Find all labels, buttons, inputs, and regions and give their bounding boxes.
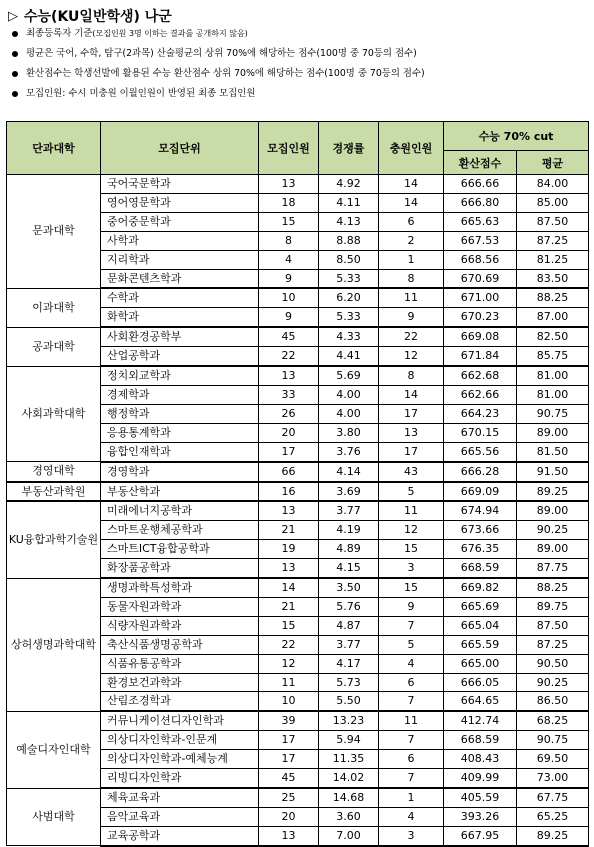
unit-cell: 리빙디자인학과: [101, 769, 259, 788]
unit-cell: 식량자원과학과: [101, 616, 259, 635]
unit-cell: 체육교육과: [101, 788, 259, 807]
quota-cell: 10: [259, 288, 319, 307]
college-cell: 부동산과학원: [7, 482, 101, 502]
score-cell: 666.28: [444, 462, 517, 482]
quota-cell: 19: [259, 540, 319, 559]
score-cell: 665.69: [444, 597, 517, 616]
filled-cell: 15: [379, 578, 444, 597]
quota-cell: 18: [259, 193, 319, 212]
ratio-cell: 4.15: [319, 559, 379, 578]
quota-cell: 13: [259, 366, 319, 385]
table-row: [7, 578, 589, 597]
score-cell: 405.59: [444, 788, 517, 807]
header-cut: 수능 70% cut: [444, 122, 589, 151]
note-item: [10, 68, 590, 80]
header-score: 환산점수: [444, 151, 517, 175]
quota-cell: 13: [259, 559, 319, 578]
filled-cell: 12: [379, 347, 444, 366]
unit-cell: 식품유통공학과: [101, 654, 259, 673]
note-text: 모집인원: 수시 미충원 이월인원이 반영된 최종 모집인원: [26, 88, 256, 99]
avg-cell: 69.50: [517, 750, 589, 769]
avg-cell: 85.75: [517, 347, 589, 366]
ratio-cell: 3.60: [319, 807, 379, 826]
table-row: [7, 288, 589, 307]
avg-cell: 87.50: [517, 212, 589, 231]
table-row: [7, 711, 589, 730]
ratio-cell: 7.00: [319, 826, 379, 845]
quota-cell: 9: [259, 269, 319, 288]
unit-cell: 수학과: [101, 288, 259, 307]
avg-cell: 87.25: [517, 635, 589, 654]
quota-cell: 13: [259, 501, 319, 520]
filled-cell: 14: [379, 175, 444, 194]
quota-cell: 9: [259, 308, 319, 327]
ratio-cell: 4.92: [319, 175, 379, 194]
header-college: 단과대학: [7, 122, 101, 175]
avg-cell: 89.00: [517, 540, 589, 559]
ratio-cell: 14.68: [319, 788, 379, 807]
filled-cell: 43: [379, 462, 444, 482]
avg-cell: 82.50: [517, 327, 589, 346]
avg-cell: 81.50: [517, 442, 589, 461]
avg-cell: 90.25: [517, 673, 589, 692]
score-cell: 662.68: [444, 366, 517, 385]
ratio-cell: 3.77: [319, 501, 379, 520]
ratio-cell: 4.41: [319, 347, 379, 366]
score-cell: 669.82: [444, 578, 517, 597]
filled-cell: 7: [379, 692, 444, 711]
ratio-cell: 3.80: [319, 423, 379, 442]
quota-cell: 39: [259, 711, 319, 730]
filled-cell: 5: [379, 635, 444, 654]
unit-cell: 경영학과: [101, 462, 259, 482]
filled-cell: 4: [379, 807, 444, 826]
avg-cell: 90.75: [517, 404, 589, 423]
quota-cell: 16: [259, 482, 319, 502]
unit-cell: 중어중문학과: [101, 212, 259, 231]
avg-cell: 81.00: [517, 366, 589, 385]
ratio-cell: 4.89: [319, 540, 379, 559]
table-row: [7, 327, 589, 346]
score-cell: 665.59: [444, 635, 517, 654]
unit-cell: 커뮤니케이션디자인학과: [101, 711, 259, 730]
quota-cell: 14: [259, 578, 319, 597]
score-cell: 668.56: [444, 250, 517, 269]
quota-cell: 26: [259, 404, 319, 423]
score-cell: 669.08: [444, 327, 517, 346]
score-cell: 667.53: [444, 231, 517, 250]
unit-cell: 경제학과: [101, 385, 259, 404]
header-avg: 평균: [517, 151, 589, 175]
quota-cell: 45: [259, 769, 319, 788]
quota-cell: 22: [259, 347, 319, 366]
quota-cell: 21: [259, 521, 319, 540]
filled-cell: 13: [379, 423, 444, 442]
unit-cell: 스마트ICT융합공학과: [101, 540, 259, 559]
quota-cell: 21: [259, 597, 319, 616]
table-row: [7, 501, 589, 520]
filled-cell: 11: [379, 288, 444, 307]
avg-cell: 84.00: [517, 175, 589, 194]
unit-cell: 지리학과: [101, 250, 259, 269]
note-text: 환산점수는 학생선발에 활용된 수능 환산점수 상위 70%에 해당하는 점수(100명 중 70등의 점수): [26, 68, 425, 79]
score-cell: 665.56: [444, 442, 517, 461]
ratio-cell: 4.87: [319, 616, 379, 635]
score-cell: 665.63: [444, 212, 517, 231]
unit-cell: 영어영문학과: [101, 193, 259, 212]
score-cell: 667.95: [444, 826, 517, 845]
avg-cell: 89.25: [517, 826, 589, 845]
unit-cell: 사학과: [101, 231, 259, 250]
college-cell: KU융합과학기술원: [7, 501, 101, 578]
page-title-text: 수능(KU일반학생) 나군: [24, 9, 172, 25]
filled-cell: 6: [379, 750, 444, 769]
score-cell: 668.59: [444, 559, 517, 578]
filled-cell: 1: [379, 788, 444, 807]
score-cell: 665.00: [444, 654, 517, 673]
ratio-cell: 14.02: [319, 769, 379, 788]
quota-cell: 13: [259, 826, 319, 845]
unit-cell: 환경보건과학과: [101, 673, 259, 692]
score-cell: 412.74: [444, 711, 517, 730]
avg-cell: 83.50: [517, 269, 589, 288]
table-row: [7, 482, 589, 502]
avg-cell: 73.00: [517, 769, 589, 788]
avg-cell: 91.50: [517, 462, 589, 482]
quota-cell: 15: [259, 616, 319, 635]
filled-cell: 3: [379, 559, 444, 578]
ratio-cell: 5.69: [319, 366, 379, 385]
ratio-cell: 3.50: [319, 578, 379, 597]
score-cell: 669.09: [444, 482, 517, 502]
filled-cell: 15: [379, 540, 444, 559]
avg-cell: 89.75: [517, 597, 589, 616]
ratio-cell: 4.11: [319, 193, 379, 212]
filled-cell: 7: [379, 616, 444, 635]
ratio-cell: 8.88: [319, 231, 379, 250]
score-cell: 666.66: [444, 175, 517, 194]
ratio-cell: 3.69: [319, 482, 379, 502]
ratio-cell: 4.13: [319, 212, 379, 231]
header-quota: 모집인원: [259, 122, 319, 175]
filled-cell: 14: [379, 193, 444, 212]
quota-cell: 8: [259, 231, 319, 250]
note-item: [10, 48, 590, 60]
score-cell: 673.66: [444, 521, 517, 540]
ratio-cell: 5.73: [319, 673, 379, 692]
quota-cell: 13: [259, 175, 319, 194]
ratio-cell: 4.17: [319, 654, 379, 673]
score-cell: 676.35: [444, 540, 517, 559]
header-ratio: 경쟁률: [319, 122, 379, 175]
avg-cell: 87.25: [517, 231, 589, 250]
unit-cell: 화장품공학과: [101, 559, 259, 578]
unit-cell: 스마트운행체공학과: [101, 521, 259, 540]
ratio-cell: 4.00: [319, 404, 379, 423]
filled-cell: 7: [379, 731, 444, 750]
quota-cell: 4: [259, 250, 319, 269]
score-cell: 674.94: [444, 501, 517, 520]
quota-cell: 45: [259, 327, 319, 346]
filled-cell: 8: [379, 366, 444, 385]
avg-cell: 87.00: [517, 308, 589, 327]
quota-cell: 17: [259, 442, 319, 461]
avg-cell: 68.25: [517, 711, 589, 730]
quota-cell: 12: [259, 654, 319, 673]
ratio-cell: 3.76: [319, 442, 379, 461]
bullet-icon: [12, 51, 18, 57]
quota-cell: 10: [259, 692, 319, 711]
score-cell: 666.80: [444, 193, 517, 212]
avg-cell: 90.25: [517, 521, 589, 540]
page-title: [8, 6, 172, 26]
college-cell: 사범대학: [7, 788, 101, 846]
quota-cell: 22: [259, 635, 319, 654]
ratio-cell: 8.50: [319, 250, 379, 269]
unit-cell: 산업공학과: [101, 347, 259, 366]
score-cell: 671.00: [444, 288, 517, 307]
ratio-cell: 4.00: [319, 385, 379, 404]
ratio-cell: 6.20: [319, 288, 379, 307]
unit-cell: 행정학과: [101, 404, 259, 423]
unit-cell: 사회환경공학부: [101, 327, 259, 346]
quota-cell: 17: [259, 750, 319, 769]
unit-cell: 정치외교학과: [101, 366, 259, 385]
ratio-cell: 13.23: [319, 711, 379, 730]
score-cell: 664.23: [444, 404, 517, 423]
quota-cell: 33: [259, 385, 319, 404]
note-item: [10, 28, 590, 40]
quota-cell: 15: [259, 212, 319, 231]
ratio-cell: 5.50: [319, 692, 379, 711]
filled-cell: 12: [379, 521, 444, 540]
score-cell: 666.05: [444, 673, 517, 692]
unit-cell: 교육공학과: [101, 826, 259, 845]
filled-cell: 2: [379, 231, 444, 250]
score-cell: 408.43: [444, 750, 517, 769]
college-cell: 공과대학: [7, 327, 101, 366]
college-cell: 예술디자인대학: [7, 711, 101, 788]
note-text: 최종등록자 기준: [26, 28, 93, 39]
avg-cell: 65.25: [517, 807, 589, 826]
quota-cell: 17: [259, 731, 319, 750]
table-row: [7, 788, 589, 807]
ratio-cell: 4.33: [319, 327, 379, 346]
filled-cell: 7: [379, 769, 444, 788]
triangle-marker-icon: ▷: [8, 8, 18, 24]
filled-cell: 22: [379, 327, 444, 346]
ratio-cell: 5.33: [319, 308, 379, 327]
filled-cell: 3: [379, 826, 444, 845]
avg-cell: 81.25: [517, 250, 589, 269]
note-text: 평균은 국어, 수학, 탐구(2과목) 산술평균의 상위 70%에 해당하는 점수(100명 중 70등의 점수): [26, 48, 417, 59]
college-cell: 사회과학대학: [7, 366, 101, 462]
filled-cell: 6: [379, 212, 444, 231]
unit-cell: 부동산학과: [101, 482, 259, 502]
filled-cell: 11: [379, 711, 444, 730]
avg-cell: 87.50: [517, 616, 589, 635]
college-cell: 경영대학: [7, 462, 101, 482]
filled-cell: 17: [379, 404, 444, 423]
ratio-cell: 4.19: [319, 521, 379, 540]
filled-cell: 9: [379, 308, 444, 327]
bullet-icon: [12, 31, 18, 37]
score-cell: 662.66: [444, 385, 517, 404]
note-small-text: (모집인원 3명 이하는 결과를 공개하지 않음): [92, 29, 248, 38]
unit-cell: 축산식품생명공학과: [101, 635, 259, 654]
filled-cell: 5: [379, 482, 444, 502]
quota-cell: 25: [259, 788, 319, 807]
avg-cell: 81.00: [517, 385, 589, 404]
score-cell: 670.15: [444, 423, 517, 442]
avg-cell: 88.25: [517, 288, 589, 307]
filled-cell: 14: [379, 385, 444, 404]
header-filled: 충원인원: [379, 122, 444, 175]
score-cell: 670.69: [444, 269, 517, 288]
college-cell: 이과대학: [7, 288, 101, 327]
results-table: [6, 121, 589, 847]
unit-cell: 응용통계학과: [101, 423, 259, 442]
avg-cell: 67.75: [517, 788, 589, 807]
filled-cell: 11: [379, 501, 444, 520]
score-cell: 664.65: [444, 692, 517, 711]
ratio-cell: 5.33: [319, 269, 379, 288]
college-cell: 문과대학: [7, 175, 101, 289]
quota-cell: 20: [259, 807, 319, 826]
ratio-cell: 3.77: [319, 635, 379, 654]
score-cell: 671.84: [444, 347, 517, 366]
table-body: [7, 175, 589, 846]
avg-cell: 89.00: [517, 423, 589, 442]
unit-cell: 음악교육과: [101, 807, 259, 826]
unit-cell: 미래에너지공학과: [101, 501, 259, 520]
ratio-cell: 5.76: [319, 597, 379, 616]
unit-cell: 국어국문학과: [101, 175, 259, 194]
avg-cell: 86.50: [517, 692, 589, 711]
score-cell: 393.26: [444, 807, 517, 826]
avg-cell: 88.25: [517, 578, 589, 597]
filled-cell: 8: [379, 269, 444, 288]
table-row: [7, 462, 589, 482]
score-cell: 670.23: [444, 308, 517, 327]
ratio-cell: 4.14: [319, 462, 379, 482]
table-row: [7, 366, 589, 385]
avg-cell: 90.75: [517, 731, 589, 750]
table-row: [7, 175, 589, 194]
unit-cell: 융합인재학과: [101, 442, 259, 461]
score-cell: 665.04: [444, 616, 517, 635]
filled-cell: 9: [379, 597, 444, 616]
filled-cell: 17: [379, 442, 444, 461]
score-cell: 409.99: [444, 769, 517, 788]
ratio-cell: 11.35: [319, 750, 379, 769]
filled-cell: 4: [379, 654, 444, 673]
bullet-icon: [12, 91, 18, 97]
avg-cell: 89.25: [517, 482, 589, 502]
avg-cell: 85.00: [517, 193, 589, 212]
filled-cell: 6: [379, 673, 444, 692]
avg-cell: 90.50: [517, 654, 589, 673]
ratio-cell: 5.94: [319, 731, 379, 750]
unit-cell: 문화콘텐츠학과: [101, 269, 259, 288]
quota-cell: 20: [259, 423, 319, 442]
unit-cell: 산림조경학과: [101, 692, 259, 711]
college-cell: 상허생명과학대학: [7, 578, 101, 711]
quota-cell: 66: [259, 462, 319, 482]
notes-list: [10, 28, 590, 108]
filled-cell: 1: [379, 250, 444, 269]
unit-cell: 동물자원과학과: [101, 597, 259, 616]
avg-cell: 87.75: [517, 559, 589, 578]
quota-cell: 11: [259, 673, 319, 692]
bullet-icon: [12, 71, 18, 77]
unit-cell: 의상디자인학과-인문계: [101, 731, 259, 750]
note-item: [10, 88, 590, 100]
unit-cell: 의상디자인학과-예체능계: [101, 750, 259, 769]
score-cell: 668.59: [444, 731, 517, 750]
avg-cell: 89.00: [517, 501, 589, 520]
unit-cell: 화학과: [101, 308, 259, 327]
header-unit: 모집단위: [101, 122, 259, 175]
unit-cell: 생명과학특성학과: [101, 578, 259, 597]
